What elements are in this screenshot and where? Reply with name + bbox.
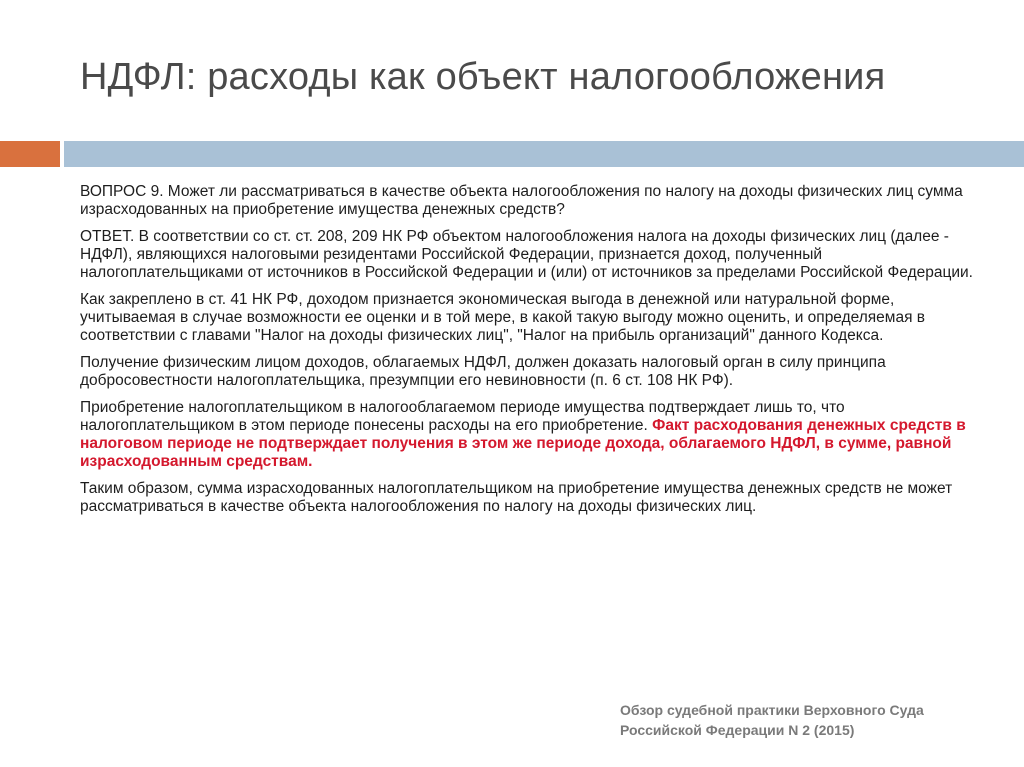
source-line-1: Обзор судебной практики Верховного Суда [620, 702, 924, 718]
acquisition-paragraph [80, 399, 980, 471]
article-41-paragraph: Как закреплено в ст. 41 НК РФ, доходом признается экономическая выгода в денежной или натуральной форме, учитываемая в случае возможности ее оценки и в той мере, в какой такую выгоду можно оценить, и определяемая в соответствии с главами "Налог на доходы физических лиц", "Налог на прибыль организаций" данного Кодекса. [80, 291, 926, 344]
slide-body [80, 183, 980, 525]
slide-title: НДФЛ: расходы как объект налогообложения [80, 56, 886, 98]
answer-paragraph: ОТВЕТ. В соответствии со ст. ст. 208, 209 НК РФ объектом налогообложения налога на доходы физических лиц (далее - НДФЛ), являющихся налоговыми резидентами Российской Федерации, признается доход, полученный налогоплательщиками от источников в Российской Федерации и (или) от источников за пределами Российской Федерации. [80, 228, 973, 281]
acquisition-text: Приобретение налогоплательщиком в налогооблагаемом периоде имущества подтверждает лишь то, что налогоплательщиком в этом периоде понесены расходы на его приобретение. [80, 399, 845, 434]
conclusion-paragraph: Таким образом, сумма израсходованных налогоплательщиком на приобретение имущества денежных средств не может рассматриваться в качестве объекта налогообложения по налогу на доходы физических лиц. [80, 480, 953, 515]
proof-paragraph: Получение физическим лицом доходов, облагаемых НДФЛ, должен доказать налоговый орган в силу принципа добросовестности налогоплательщика, презумпции его невиновности (п. 6 ст. 108 НК РФ). [80, 354, 886, 389]
question-paragraph: ВОПРОС 9. Может ли рассматриваться в качестве объекта налогообложения по налогу на доходы физических лиц сумма израсходованных на приобретение имущества денежных средств? [80, 183, 963, 218]
accent-bar [0, 141, 60, 167]
source-line-2: Российской Федерации N 2 (2015) [620, 722, 855, 738]
highlighted-conclusion-text: Факт расходования денежных средств в налоговом периоде не подтверждает получения в этом же периоде дохода, облагаемого НДФЛ, в сумме, равной израсходованным средствам. [80, 417, 966, 470]
title-divider-bar [64, 141, 1024, 167]
source-citation [620, 700, 924, 740]
